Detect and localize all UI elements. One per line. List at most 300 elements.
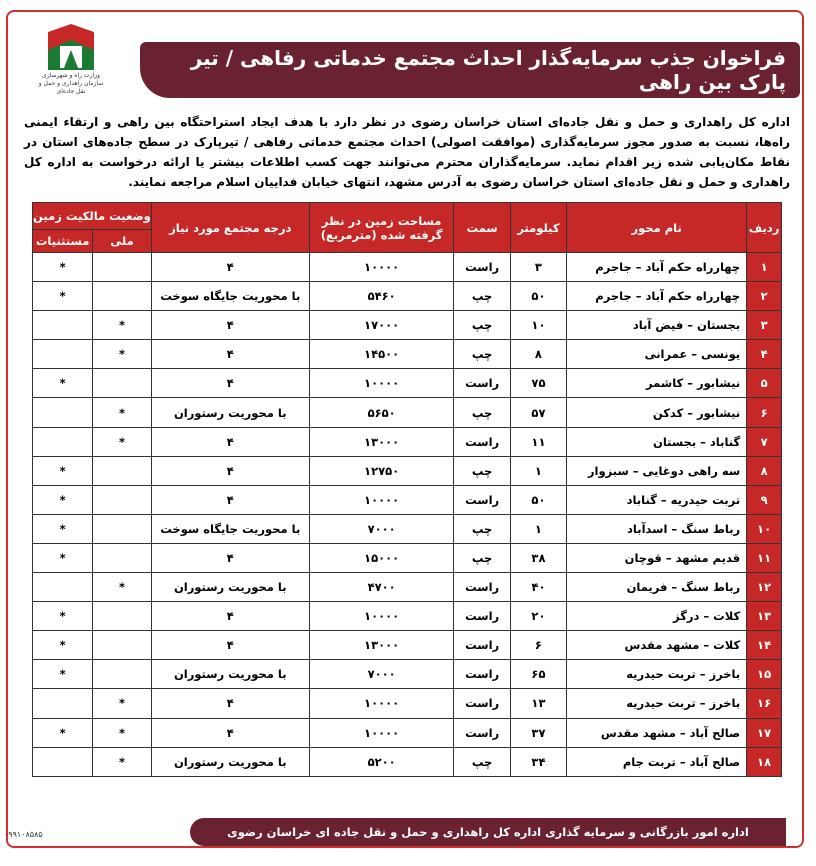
direction-value xyxy=(454,543,510,572)
row-number-text: ۶ xyxy=(760,405,768,420)
direction-value xyxy=(454,253,510,282)
area-value xyxy=(309,485,454,514)
table-row xyxy=(33,631,782,660)
km-value-text: ۱۳ xyxy=(531,696,546,711)
row-number-text: ۳ xyxy=(760,318,768,333)
route-name xyxy=(567,456,747,485)
grade-value-text: ۴ xyxy=(226,609,234,624)
km-value-text: ۳ xyxy=(534,260,542,275)
route-name-text: باخرز – تربت حیدریه xyxy=(626,667,741,682)
direction-value xyxy=(454,573,510,602)
table-row xyxy=(33,398,782,427)
area-value xyxy=(309,660,454,689)
grade-value-text: با محوریت رستوران xyxy=(173,754,287,769)
national-mark xyxy=(93,369,152,398)
km-value xyxy=(510,573,566,602)
table-row xyxy=(33,282,782,311)
row-number-text: ۴ xyxy=(760,347,768,362)
km-value xyxy=(510,602,566,631)
row-number-text: ۹ xyxy=(760,492,768,507)
grade-value xyxy=(151,747,309,776)
direction-value-text: چپ xyxy=(471,550,493,565)
header-km: کیلومتر xyxy=(510,203,566,253)
area-value-text: ۱۰۰۰۰ xyxy=(364,696,400,711)
grade-value xyxy=(151,427,309,456)
km-value xyxy=(510,660,566,689)
row-number xyxy=(747,602,782,631)
private-mark-text: * xyxy=(59,289,66,304)
private-mark xyxy=(33,689,93,718)
ministry-logo-icon xyxy=(46,22,96,72)
footer-text: اداره امور بازرگانی و سرمایه گذاری اداره کل راهداری و حمل و نقل جاده ای خراسان رضوی xyxy=(227,825,749,839)
grade-value xyxy=(151,631,309,660)
row-number xyxy=(747,311,782,340)
area-value-text: ۱۳۰۰۰ xyxy=(364,638,400,653)
private-mark-text: * xyxy=(59,550,66,565)
area-value xyxy=(309,340,454,369)
table-row xyxy=(33,718,782,747)
private-mark-text: * xyxy=(59,521,66,536)
direction-value xyxy=(454,282,510,311)
table-row xyxy=(33,573,782,602)
direction-value-text: راست xyxy=(465,434,500,449)
direction-value-text: راست xyxy=(465,725,500,740)
area-value-text: ۱۰۰۰۰ xyxy=(364,260,400,275)
area-value xyxy=(309,427,454,456)
direction-value xyxy=(454,427,510,456)
route-name-text: کلات – مشهد مقدس xyxy=(624,638,741,653)
km-value xyxy=(510,747,566,776)
header-ownership: وضعیت مالکیت زمین xyxy=(33,203,152,230)
grade-value xyxy=(151,369,309,398)
route-name-text: صالح آباد – تربت جام xyxy=(622,754,741,769)
km-value-text: ۳۴ xyxy=(531,754,546,769)
grade-value-text: ۴ xyxy=(226,725,234,740)
area-value-text: ۱۷۰۰۰ xyxy=(364,318,400,333)
area-value-text: ۱۵۰۰۰ xyxy=(364,550,400,565)
direction-value xyxy=(454,340,510,369)
area-value-text: ۵۴۶۰ xyxy=(367,289,396,304)
km-value xyxy=(510,543,566,572)
grade-value xyxy=(151,253,309,282)
private-mark xyxy=(33,456,93,485)
direction-value xyxy=(454,631,510,660)
sites-table xyxy=(32,202,782,777)
area-value xyxy=(309,456,454,485)
grade-value xyxy=(151,689,309,718)
national-mark-text: * xyxy=(119,405,126,420)
route-name xyxy=(567,514,747,543)
grade-value xyxy=(151,398,309,427)
row-number xyxy=(747,485,782,514)
header-national: ملی xyxy=(93,230,152,253)
table-row xyxy=(33,456,782,485)
route-name xyxy=(567,340,747,369)
table-row xyxy=(33,514,782,543)
private-mark-text: * xyxy=(59,638,66,653)
area-value-text: ۱۰۰۰۰ xyxy=(364,376,400,391)
row-number xyxy=(747,369,782,398)
grade-value-text: ۴ xyxy=(226,550,234,565)
direction-value-text: راست xyxy=(465,260,500,275)
row-number-text: ۱۸ xyxy=(757,754,772,769)
area-value-text: ۱۴۵۰۰ xyxy=(364,347,400,362)
row-number xyxy=(747,253,782,282)
direction-value xyxy=(454,602,510,631)
area-value-text: ۷۰۰۰ xyxy=(367,521,396,536)
route-name xyxy=(567,543,747,572)
grade-value-text: ۴ xyxy=(226,638,234,653)
km-value-text: ۵۰ xyxy=(531,492,546,507)
national-mark xyxy=(93,514,152,543)
row-number xyxy=(747,660,782,689)
direction-value-text: راست xyxy=(465,638,500,653)
km-value xyxy=(510,427,566,456)
page-title: فراخوان جذب سرمایه‌گذار احداث مجتمع خدماتی رفاهی / تیر پارک بین راهی xyxy=(190,46,786,94)
route-name xyxy=(567,573,747,602)
table-row xyxy=(33,602,782,631)
row-number xyxy=(747,340,782,369)
area-value xyxy=(309,718,454,747)
private-mark xyxy=(33,398,93,427)
route-name xyxy=(567,253,747,282)
route-name xyxy=(567,602,747,631)
grade-value xyxy=(151,514,309,543)
national-mark xyxy=(93,747,152,776)
direction-value xyxy=(454,398,510,427)
km-value-text: ۶۵ xyxy=(531,667,546,682)
row-number-text: ۲ xyxy=(760,289,768,304)
grade-value-text: ۴ xyxy=(226,434,234,449)
grade-value xyxy=(151,485,309,514)
national-mark-text: * xyxy=(119,725,126,740)
national-mark xyxy=(93,689,152,718)
route-name xyxy=(567,689,747,718)
route-name-text: گناباد – بجستان xyxy=(653,434,741,449)
row-number-text: ۱۵ xyxy=(757,667,772,682)
row-number-text: ۱۴ xyxy=(757,638,772,653)
area-value xyxy=(309,689,454,718)
route-name xyxy=(567,311,747,340)
national-mark xyxy=(93,311,152,340)
national-mark xyxy=(93,282,152,311)
private-mark-text: * xyxy=(59,667,66,682)
area-value xyxy=(309,311,454,340)
direction-value-text: راست xyxy=(465,609,500,624)
row-number-text: ۱۱ xyxy=(757,550,772,565)
private-mark-text: * xyxy=(59,260,66,275)
document-code: ۰۹۹۱۰۸۵۸۵ xyxy=(4,830,43,839)
km-value xyxy=(510,340,566,369)
route-name-text: رباط سنگ – فریمان xyxy=(626,580,741,595)
km-value-text: ۱ xyxy=(534,463,542,478)
row-number xyxy=(747,456,782,485)
area-value xyxy=(309,282,454,311)
route-name xyxy=(567,369,747,398)
direction-value-text: راست xyxy=(465,580,500,595)
km-value xyxy=(510,253,566,282)
row-number xyxy=(747,689,782,718)
private-mark xyxy=(33,340,93,369)
logo-line1: وزارت راه و شهرسازی xyxy=(42,72,100,79)
table-row xyxy=(33,660,782,689)
row-number-text: ۱ xyxy=(760,260,768,275)
row-number-text: ۱۳ xyxy=(757,609,772,624)
area-value-text: ۱۲۷۵۰ xyxy=(364,463,400,478)
private-mark xyxy=(33,602,93,631)
grade-value xyxy=(151,543,309,572)
direction-value xyxy=(454,369,510,398)
national-mark xyxy=(93,660,152,689)
private-mark xyxy=(33,747,93,776)
area-value-text: ۱۳۰۰۰ xyxy=(364,434,400,449)
header-direction: سمت xyxy=(454,203,510,253)
km-value-text: ۸ xyxy=(534,347,542,362)
table-row xyxy=(33,369,782,398)
direction-value-text: چپ xyxy=(471,521,493,536)
national-mark xyxy=(93,253,152,282)
private-mark xyxy=(33,631,93,660)
direction-value-text: راست xyxy=(465,492,500,507)
route-name-text: باخرز – تربت حیدریه xyxy=(626,696,741,711)
row-number xyxy=(747,514,782,543)
national-mark xyxy=(93,485,152,514)
title-banner xyxy=(140,42,800,98)
row-number xyxy=(747,427,782,456)
private-mark xyxy=(33,427,93,456)
area-value-text: ۷۰۰۰ xyxy=(367,667,396,682)
km-value xyxy=(510,718,566,747)
route-name-text: قدیم مشهد – قوچان xyxy=(624,550,741,565)
area-value xyxy=(309,369,454,398)
route-name xyxy=(567,427,747,456)
table-row xyxy=(33,689,782,718)
row-number-text: ۱۰ xyxy=(757,521,772,536)
private-mark xyxy=(33,253,93,282)
national-mark-text: * xyxy=(119,347,126,362)
direction-value xyxy=(454,689,510,718)
grade-value-text: ۴ xyxy=(226,376,234,391)
direction-value-text: چپ xyxy=(471,318,493,333)
national-mark-text: * xyxy=(119,580,126,595)
route-name xyxy=(567,485,747,514)
route-name-text: تربت حیدریه – گناباد xyxy=(626,492,741,507)
private-mark xyxy=(33,514,93,543)
direction-value-text: چپ xyxy=(471,289,493,304)
area-value xyxy=(309,747,454,776)
private-mark xyxy=(33,543,93,572)
area-value-text: ۱۰۰۰۰ xyxy=(364,492,400,507)
header-private: مستثنیات xyxy=(33,230,93,253)
private-mark xyxy=(33,485,93,514)
table-row xyxy=(33,253,782,282)
national-mark xyxy=(93,631,152,660)
table-row xyxy=(33,543,782,572)
direction-value xyxy=(454,485,510,514)
row-number-text: ۱۷ xyxy=(757,725,772,740)
private-mark xyxy=(33,718,93,747)
direction-value xyxy=(454,660,510,689)
national-mark xyxy=(93,543,152,572)
row-number-text: ۵ xyxy=(760,376,768,391)
grade-value-text: با محوریت جایگاه سوخت xyxy=(160,289,301,304)
km-value-text: ۵۷ xyxy=(531,405,546,420)
direction-value-text: چپ xyxy=(471,347,493,362)
km-value-text: ۲۰ xyxy=(531,609,546,624)
row-number-text: ۷ xyxy=(760,434,768,449)
private-mark-text: * xyxy=(59,609,66,624)
grade-value xyxy=(151,718,309,747)
route-name-text: رباط سنگ – اسدآباد xyxy=(627,521,741,536)
route-name-text: چهارراه حکم آباد – جاجرم xyxy=(595,289,741,304)
km-value xyxy=(510,689,566,718)
logo xyxy=(36,22,106,104)
private-mark xyxy=(33,573,93,602)
direction-value xyxy=(454,514,510,543)
row-number-text: ۱۶ xyxy=(757,696,772,711)
private-mark xyxy=(33,369,93,398)
km-value-text: ۷۵ xyxy=(531,376,546,391)
km-value xyxy=(510,282,566,311)
route-name-text: نیشابور – کدکن xyxy=(652,405,741,420)
km-value-text: ۵۰ xyxy=(531,289,546,304)
private-mark-text: * xyxy=(59,725,66,740)
private-mark-text: * xyxy=(59,376,66,391)
grade-value-text: با محوریت رستوران xyxy=(173,405,287,420)
route-name xyxy=(567,631,747,660)
grade-value-text: ۴ xyxy=(226,347,234,362)
route-name xyxy=(567,282,747,311)
row-number-text: ۱۲ xyxy=(757,580,772,595)
row-number xyxy=(747,282,782,311)
route-name-text: کلات – درگز xyxy=(673,609,741,624)
km-value xyxy=(510,369,566,398)
route-name xyxy=(567,718,747,747)
direction-value-text: راست xyxy=(465,696,500,711)
intro-paragraph: اداره کل راهداری و حمل و نقل جاده‌ای استان خراسان رضوی در نظر دارد با هدف ایجاد استراحتگاه بین راهی و ارتقاء ایمنی راه‌ها، نسبت به صدور مجوز سرمایه‌گذاری (موافقت اصولی) احداث مجتمع خدماتی رفاهی / تیرپارک در سطح جاده‌های استان در نقاط مکان‌یابی شده زیر اقدام نماید. سرمایه‌گذاران محترم می‌توانند جهت کسب اطلاعات بیشتر یا ارائه درخواست به اداره کل راهداری و حمل و نقل جاده‌ای استان خراسان رضوی به آدرس مشهد، انتهای خیابان فداییان اسلام مراجعه نمایند. xyxy=(24,115,790,189)
row-number xyxy=(747,718,782,747)
route-name-text: صالح آباد – مشهد مقدس xyxy=(600,725,741,740)
route-name xyxy=(567,747,747,776)
row-number-text: ۸ xyxy=(760,463,768,478)
table-row xyxy=(33,485,782,514)
direction-value xyxy=(454,456,510,485)
km-value xyxy=(510,514,566,543)
direction-value-text: راست xyxy=(465,376,500,391)
row-number xyxy=(747,573,782,602)
grade-value xyxy=(151,573,309,602)
private-mark-text: * xyxy=(59,492,66,507)
private-mark xyxy=(33,311,93,340)
logo-line2: سازمان راهداری و حمل و نقل جاده‌ای xyxy=(38,80,104,95)
route-name-text: بجستان – فیض آباد xyxy=(632,318,741,333)
private-mark xyxy=(33,660,93,689)
table-row xyxy=(33,311,782,340)
direction-value-text: چپ xyxy=(471,405,493,420)
grade-value xyxy=(151,660,309,689)
grade-value-text: ۴ xyxy=(226,463,234,478)
route-name-text: یونسی – عمرانی xyxy=(644,347,741,362)
national-mark-text: * xyxy=(119,696,126,711)
direction-value xyxy=(454,311,510,340)
grade-value-text: ۴ xyxy=(226,318,234,333)
direction-value-text: چپ xyxy=(471,754,493,769)
area-value xyxy=(309,631,454,660)
header-row-number: ردیف xyxy=(747,203,782,253)
direction-value-text: راست xyxy=(465,667,500,682)
route-name xyxy=(567,398,747,427)
direction-value-text: چپ xyxy=(471,463,493,478)
national-mark xyxy=(93,398,152,427)
km-value-text: ۱۱ xyxy=(531,434,546,449)
area-value xyxy=(309,543,454,572)
area-value-text: ۵۶۵۰ xyxy=(367,405,396,420)
km-value xyxy=(510,398,566,427)
direction-value xyxy=(454,718,510,747)
header-route: نام محور xyxy=(567,203,747,253)
route-name-text: چهارراه حکم آباد – جاجرم xyxy=(595,260,741,275)
private-mark-text: * xyxy=(59,463,66,478)
national-mark xyxy=(93,602,152,631)
national-mark xyxy=(93,340,152,369)
grade-value-text: ۴ xyxy=(226,696,234,711)
grade-value xyxy=(151,282,309,311)
area-value-text: ۱۰۰۰۰ xyxy=(364,609,400,624)
private-mark xyxy=(33,282,93,311)
grade-value-text: ۴ xyxy=(226,260,234,275)
grade-value-text: ۴ xyxy=(226,492,234,507)
km-value-text: ۱ xyxy=(534,521,542,536)
area-value xyxy=(309,602,454,631)
km-value xyxy=(510,485,566,514)
row-number xyxy=(747,631,782,660)
row-number xyxy=(747,543,782,572)
national-mark xyxy=(93,573,152,602)
area-value xyxy=(309,573,454,602)
national-mark xyxy=(93,718,152,747)
grade-value-text: با محوریت جایگاه سوخت xyxy=(160,521,301,536)
table-row xyxy=(33,340,782,369)
km-value-text: ۳۷ xyxy=(531,725,546,740)
row-number xyxy=(747,398,782,427)
km-value-text: ۱۰ xyxy=(531,318,546,333)
grade-value-text: با محوریت رستوران xyxy=(173,580,287,595)
grade-value xyxy=(151,602,309,631)
km-value xyxy=(510,311,566,340)
area-value xyxy=(309,514,454,543)
grade-value-text: با محوریت رستوران xyxy=(173,667,287,682)
km-value-text: ۳۸ xyxy=(531,550,546,565)
route-name xyxy=(567,660,747,689)
grade-value xyxy=(151,311,309,340)
area-value xyxy=(309,398,454,427)
area-value-text: ۱۰۰۰۰ xyxy=(364,725,400,740)
header-area: مساحت زمین در نظر گرفته شده (مترمربع) xyxy=(309,203,454,253)
area-value-text: ۵۲۰۰ xyxy=(367,754,396,769)
km-value xyxy=(510,631,566,660)
grade-value xyxy=(151,456,309,485)
route-name-text: سه راهی دوغایی – سبزوار xyxy=(587,463,741,478)
km-value-text: ۴۰ xyxy=(531,580,546,595)
route-name-text: نیشابور – کاشمر xyxy=(646,376,741,391)
table-row xyxy=(33,427,782,456)
area-value xyxy=(309,253,454,282)
km-value-text: ۶ xyxy=(534,638,542,653)
area-value-text: ۴۷۰۰ xyxy=(367,580,396,595)
national-mark xyxy=(93,456,152,485)
row-number xyxy=(747,747,782,776)
national-mark-text: * xyxy=(119,754,126,769)
